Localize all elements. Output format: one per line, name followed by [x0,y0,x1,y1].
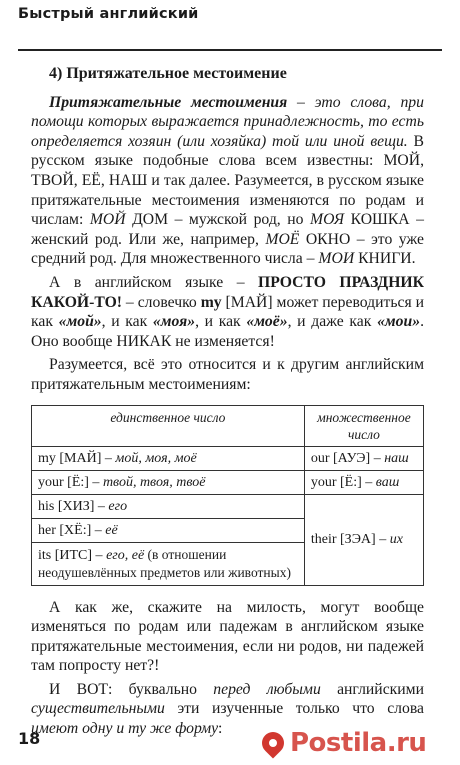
pronoun-translation: наш [384,450,409,466]
table-cell [304,470,423,494]
header-rule [18,49,442,51]
text: КНИГИ. [354,250,416,268]
quoted-translation: «моё» [246,313,288,331]
table-cell [304,494,423,585]
emphasis: существительными [31,700,165,718]
text: : [218,720,223,738]
table-cell [32,494,305,518]
table-row [32,446,424,470]
pronoun-translation: его, её [106,547,145,563]
table-header-row [32,405,424,446]
map-pin-icon [257,727,288,758]
pronoun-note: (в отношении неодушевлённых предметов или животных) [38,546,291,580]
quoted-translation: «мои» [377,313,421,331]
english-word: my [200,293,222,311]
example-word: МОЙ [89,211,126,229]
table-cell [32,542,305,585]
example-word: МОИ [318,250,355,268]
text: [МАЙ] может переводиться и как [31,293,425,331]
text: А в английском языке – [49,273,259,291]
text: английскими [320,680,424,698]
table-row [32,494,424,518]
pronoun-table [31,405,424,586]
table-row [32,470,424,494]
text: , и как [195,313,247,331]
table-cell [32,518,305,542]
table-cell [304,446,423,470]
definition-text: – это слова, при помощи которых выражается принадлежность, то есть определяется хозяин (или хозяйка) той или иной вещи. [31,93,424,150]
text: , и как [101,313,153,331]
page-number: 18 [18,729,41,748]
text: – словечко [122,293,201,311]
quoted-translation: «мой» [58,313,102,331]
emphasis: перед любыми [213,680,321,698]
example-word: МОЁ [265,230,300,248]
table-cell [32,446,305,470]
paragraph-definition [31,93,424,269]
text: . Оно вообще НИКАК не изменяется! [31,313,424,350]
emphasis: имеют одну и ту же форму [31,720,219,738]
pronoun-translation: их [389,532,403,547]
pronoun-word: your [Ё:] – [38,474,103,490]
pronoun-translation: его [108,498,128,514]
emphasis: ПРОСТО ПРАЗДНИК КАКОЙ-ТО! [31,273,424,311]
pronoun-word: her [ХЁ:] – [38,522,106,538]
pronoun-word: my [МАЙ] – [38,450,116,466]
text: КОШКА – женский род. Или же, например, [31,211,424,248]
running-head: Быстрый английский [18,6,199,22]
quoted-translation: «моя» [152,313,196,331]
text: эти изученные только что слова [164,700,424,718]
example-word: МОЯ [310,211,345,229]
paragraph-intro-table: Разумеется, всё это относится и к другим английским притяжательным местоимениям: [31,356,424,393]
pronoun-translation: её [105,522,118,538]
pronoun-translation: ваш [375,474,400,490]
text: ОКНО – это уже средний род. Для множественного числа – [31,230,424,268]
text: , и даже как [287,313,378,331]
column-header-singular: единственное число [32,405,305,446]
paragraph-english [31,273,424,351]
pronoun-translation: мой, моя, моё [115,450,197,466]
term: Притяжательные местоимения [49,93,288,111]
paragraph-question: А как же, скажите на милость, могут вообще изменяться по родам или падежам в английском языке притяжательные местоимения, если ни родов, ни падежей там попросту нет?! [31,598,424,675]
section-title: 4) Притяжательное местоимение [49,65,287,82]
text: В русском языке подобные слова всем известны: МОЙ, ТВОЙ, ЕЁ, НАШ и так далее. Разумеется, в русском языке притяжательные местоимения изменяются по родам и числам: [31,132,424,229]
pronoun-word: their [ЗЭА] – [310,532,390,547]
page-content [31,64,424,739]
pronoun-word: its [ИТС] – [38,547,107,563]
watermark [262,728,452,758]
watermark-text: Postila.ru [290,728,427,758]
pronoun-translation: твой, твоя, твоё [102,474,206,490]
column-header-plural: множественное число [304,405,423,446]
text: И ВОТ: буквально [49,680,214,698]
text: ДОМ – мужской род, но [125,211,310,229]
table-cell [32,470,305,494]
pronoun-word: your [Ё:] – [310,474,376,490]
pronoun-word: his [ХИЗ] – [38,498,109,514]
pronoun-word: our [АУЭ] – [310,450,385,466]
